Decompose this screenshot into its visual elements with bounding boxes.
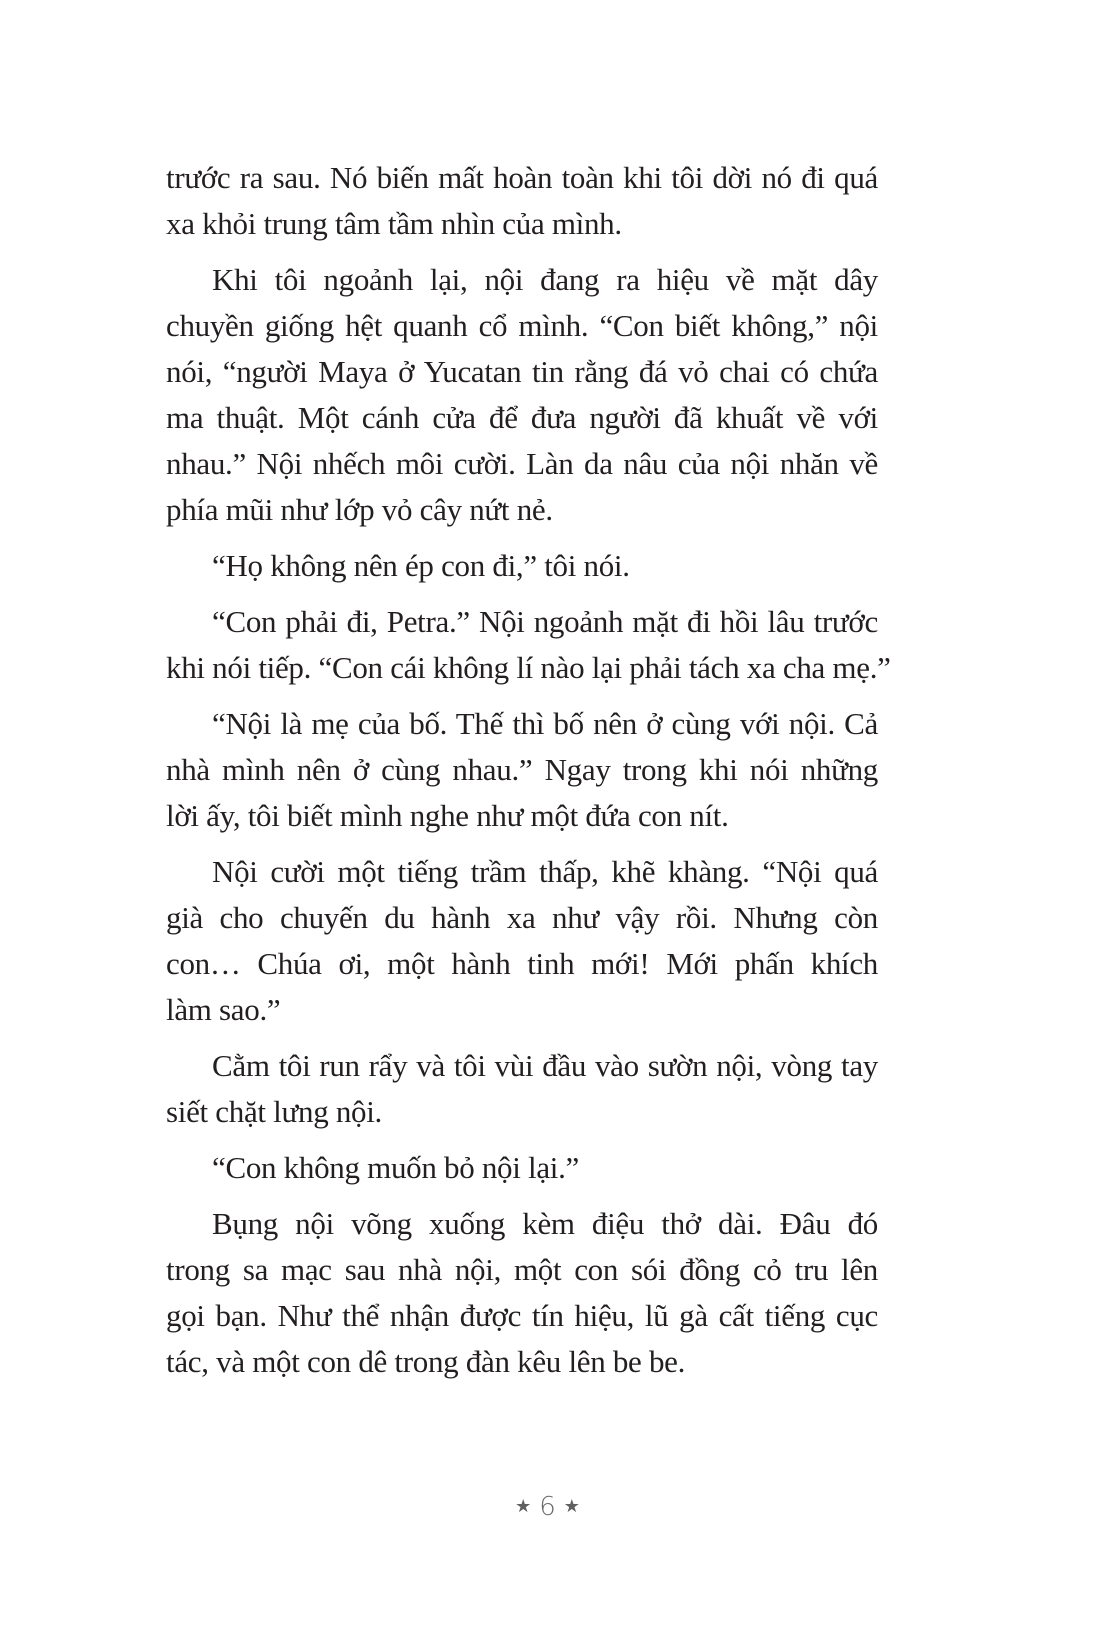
- text-line: khi nói tiếp. “Con cái không lí nào lại phải tách xa cha mẹ.”: [166, 650, 891, 685]
- paragraph: [166, 1145, 878, 1191]
- star-icon: ★: [563, 1496, 580, 1517]
- text-line: ma thuật. Một cánh cửa để đưa người đã khuất về với: [166, 400, 878, 435]
- paragraph: [166, 1043, 878, 1135]
- text-line: “Con phải đi, Petra.” Nội ngoảnh mặt đi hồi lâu trước: [212, 604, 878, 639]
- text-line: chuyền giống hệt quanh cổ mình. “Con biết không,” nội: [166, 308, 878, 343]
- text-line: Cằm tôi run rẩy và tôi vùi đầu vào sườn nội, vòng tay: [212, 1048, 878, 1083]
- paragraph: [166, 1201, 878, 1385]
- star-icon: ★: [515, 1496, 532, 1517]
- text-line: Khi tôi ngoảnh lại, nội đang ra hiệu về mặt dây: [212, 262, 878, 297]
- text-line: gọi bạn. Như thể nhận được tín hiệu, lũ gà cất tiếng cục: [166, 1298, 878, 1333]
- text-line: con… Chúa ơi, một hành tinh mới! Mới phấn khích: [166, 946, 878, 981]
- page-number: 6: [539, 1492, 556, 1522]
- text-line: phía mũi như lớp vỏ cây nứt nẻ.: [166, 492, 553, 527]
- text-line: “Họ không nên ép con đi,” tôi nói.: [212, 548, 630, 583]
- paragraph: [166, 701, 878, 839]
- text-line: trong sa mạc sau nhà nội, một con sói đồng cỏ tru lên: [166, 1252, 878, 1287]
- paragraph: [166, 257, 878, 533]
- paragraph: [166, 599, 891, 691]
- text-line: làm sao.”: [166, 992, 281, 1027]
- text-line: nói, “người Maya ở Yucatan tin rằng đá vỏ chai có chứa: [166, 354, 878, 389]
- paragraph: [166, 543, 878, 589]
- text-line: Nội cười một tiếng trầm thấp, khẽ khàng. “Nội quá: [212, 854, 878, 889]
- page-folio: [0, 1494, 1095, 1520]
- text-line: “Con không muốn bỏ nội lại.”: [212, 1150, 580, 1185]
- text-line: Bụng nội võng xuống kèm điệu thở dài. Đâu đó: [212, 1206, 878, 1241]
- text-line: “Nội là mẹ của bố. Thế thì bố nên ở cùng với nội. Cả: [212, 706, 878, 741]
- text-line: tác, và một con dê trong đàn kêu lên be be.: [166, 1344, 686, 1379]
- text-line: lời ấy, tôi biết mình nghe như một đứa con nít.: [166, 798, 729, 833]
- paragraph: [166, 155, 878, 247]
- text-line: trước ra sau. Nó biến mất hoàn toàn khi tôi dời nó đi quá: [166, 160, 878, 195]
- text-line: già cho chuyến du hành xa như vậy rồi. Nhưng còn: [166, 900, 878, 935]
- text-line: xa khỏi trung tâm tầm nhìn của mình.: [166, 206, 622, 241]
- text-line: siết chặt lưng nội.: [166, 1094, 383, 1129]
- body-text: [166, 155, 891, 1395]
- text-line: nhà mình nên ở cùng nhau.” Ngay trong khi nói những: [166, 752, 878, 787]
- text-line: nhau.” Nội nhếch môi cười. Làn da nâu của nội nhăn về: [166, 446, 878, 481]
- paragraph: [166, 849, 878, 1033]
